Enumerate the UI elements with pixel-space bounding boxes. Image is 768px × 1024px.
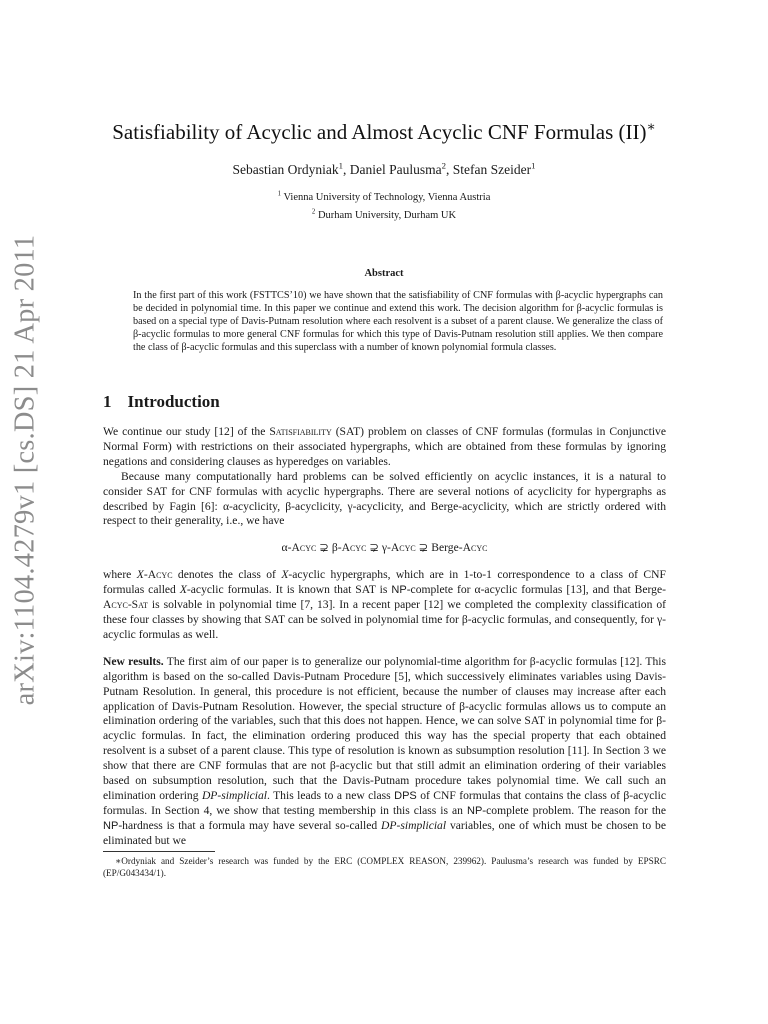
math-var: X — [136, 568, 144, 582]
problem-name: Satisfiability — [269, 425, 332, 438]
text-run: -complete for α-acyclic formulas [13], and that Berge- — [406, 583, 666, 597]
math-var: X — [179, 583, 187, 597]
complexity-class: NP — [391, 584, 407, 597]
eq-part: ⊋ Berge- — [415, 541, 463, 555]
author-1: Sebastian Ordyniak — [232, 162, 339, 177]
complexity-class: NP — [103, 819, 119, 832]
term-dp-simplicial: DP-simplicial — [201, 788, 267, 802]
display-equation — [103, 541, 666, 556]
text-run: The first aim of our paper is to generalize our polynomial-time algorithm for β-acyclic formulas [12]. This algorithm is based on the so-called Davis-Putnam Procedure [5], which successively eliminates variables using Davis-Putnam Resolution. In general, this procedure is not efficient, because the number of clauses may increase after each application of Davis-Putnam Resolution. However, the special structure of β-acyclic formulas allows us to compute an elimination ordering of the variables, such that this does not happen. Hence, we can solve SAT in polynomial time for β-acyclic formulas. In fact, the elimination ordering produced this way has the special property that each obtained resolvent is a subset of a parent clause. This type of resolution is known as subsumption resolution [11]. In Section 3 we show that there are CNF formulas that are not β-acyclic but that still admit an elimination ordering of their variables based on subsumption resolution, such that the Davis-Putnam procedure takes polynomial time. We call such an elimination ordering — [103, 654, 666, 802]
affiliation-1-text: Vienna University of Technology, Vienna Austria — [281, 192, 491, 203]
text-run: (SAT) problem on classes of CNF formulas (formulas in Conjunctive Normal Form) with restrictions on their associated hypergraphs, which are obtained from these formulas by ignoring negations and considering clauses as hyperedges on variables. — [103, 425, 667, 468]
author-3-affiliation-mark: 1 — [531, 160, 536, 171]
text-run: of CNF formulas that contains the class of β-acyclic formulas. In Section 4, we show that testing membership in this class is an — [103, 788, 666, 817]
paper-title-text: Satisfiability of Acyclic and Almost Acyclic CNF Formulas (II) — [112, 120, 647, 144]
class-name: DPS — [394, 789, 417, 802]
author-3: , Stefan Szeider — [446, 162, 532, 177]
section-heading — [103, 392, 220, 412]
eq-part: Acyc — [341, 541, 367, 555]
abstract-body — [133, 289, 663, 354]
footnote-rule — [103, 851, 215, 852]
section-number: 1 — [103, 392, 112, 411]
text-run: is solvable in polynomial time [7, 13]. In a recent paper [12] we completed the complexity classification of these four classes by showing that SAT can be solved in polynomial time for β-acyclic formulas, and consequently, for γ-acyclic formulas as well. — [103, 598, 666, 641]
eq-part: ⊋ γ- — [366, 541, 391, 555]
text-run: . This leads to a new class — [266, 788, 395, 802]
abstract-text: In the first part of this work (FSTTCS’10) we have shown that the satisfiability of CNF formulas with β-acyclic hypergraphs can be decided in polynomial time. In this paper we continue and extend this work. The decision algorithm for β-acyclic formulas is based on a special type of Davis-Putnam resolution where each resolvent is a subset of a parent clause. We generalize the class of β-acyclic formulas to more general CNF formulas for which this type of Davis-Putnam resolution still applies. We then compare the class of β-acyclic formulas and this superclass with a number of known polynomial formula classes. — [133, 290, 663, 353]
title-footnote-mark: ∗ — [646, 119, 656, 134]
arxiv-identifier-stamp — [5, 234, 45, 706]
text-run: Because many computationally hard problems can be solved efficiently on acyclic instances, it is a natural to consider SAT for CNF formulas with acyclic hypergraphs. There are several notions of acyclicity for hypergraphs as described by Fagin [6]: α-acyclicity, β-acyclicity, γ-acyclicity, and Berge-acyclicity, which are strictly ordered with respect to their generality, i.e., we have — [103, 469, 666, 528]
footnote-text: ∗Ordyniak and Szeider’s research was funded by the ERC (COMPLEX REASON, 239962). Paulusma’s research was funded by EPSRC (EP/G043434/1). — [103, 856, 666, 878]
section-title: Introduction — [127, 392, 220, 411]
math-var: X — [281, 568, 289, 582]
author-1-affiliation-mark: 1 — [338, 160, 343, 171]
paragraph-1 — [103, 425, 666, 470]
paragraph-2 — [103, 470, 666, 530]
author-2-affiliation-mark: 2 — [441, 160, 446, 171]
abstract-heading: Abstract — [364, 268, 404, 279]
run-in-heading: New results. — [103, 654, 164, 668]
arxiv-identifier: arXiv:1104.4279v1 [cs.DS] 21 Apr 2011 — [9, 234, 40, 706]
text-run: variables, one of which must be chosen to be eliminated but we — [103, 818, 666, 847]
affiliation-2-mark: 2 — [311, 208, 316, 216]
class-name: Acyc — [147, 568, 173, 582]
text-run: - — [143, 568, 148, 582]
paragraph-3 — [103, 568, 666, 643]
text-run: denotes the class of — [172, 568, 282, 582]
text-run: -complete problem. The reason for the — [482, 803, 666, 817]
affiliation-2 — [0, 210, 768, 221]
text-run: -hardness is that a formula may have several so-called — [118, 818, 382, 832]
text-run: We continue our study [12] of the — [103, 425, 270, 438]
eq-part: Acyc — [390, 541, 416, 555]
author-2: , Daniel Paulusma — [343, 162, 442, 177]
eq-part: Acyc — [462, 541, 488, 555]
affiliation-1-mark: 1 — [277, 190, 282, 198]
eq-part: Acyc — [291, 541, 317, 555]
paragraph-4 — [103, 655, 666, 849]
term-dp-simplicial: DP-simplicial — [381, 818, 447, 832]
paper-title — [0, 120, 768, 145]
text-run: where — [103, 568, 137, 582]
footnote — [103, 855, 666, 879]
section-body — [103, 425, 666, 849]
text-run: -acyclic formulas. It is known that SAT is — [186, 583, 392, 597]
eq-part: ⊋ β- — [316, 541, 342, 555]
problem-name: Acyc-Sat — [103, 598, 148, 612]
eq-part: α- — [281, 541, 292, 555]
text-run: -acyclic hypergraphs, which are in 1-to-1 correspondence to a class of CNF formulas called — [103, 568, 666, 597]
affiliation-1 — [0, 192, 768, 203]
author-list — [0, 162, 768, 178]
affiliation-2-text: Durham University, Durham UK — [315, 210, 457, 221]
complexity-class: NP — [466, 804, 483, 817]
